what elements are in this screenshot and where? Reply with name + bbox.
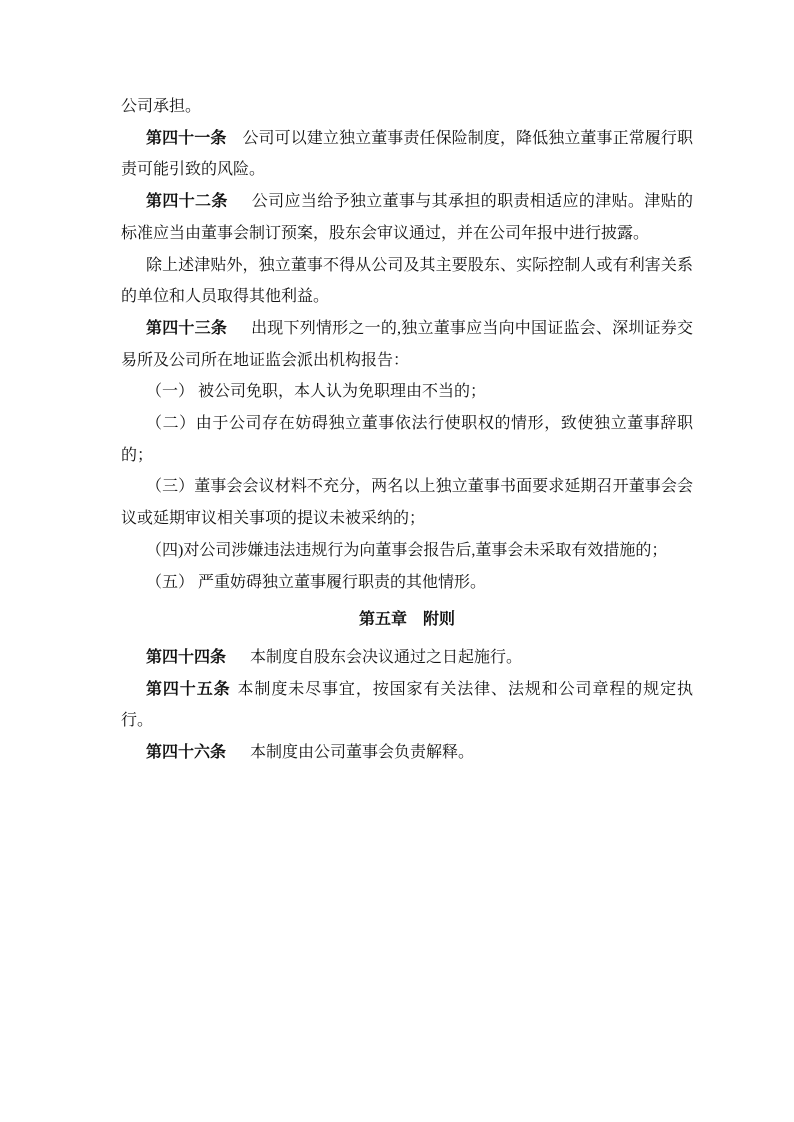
- article-42-number: 第四十二条: [146, 193, 228, 211]
- article-45-number: 第四十五条: [146, 680, 231, 698]
- document-body: [121, 91, 693, 769]
- article-42-text: 公司应当给予独立董事与其承担的职责相适应的津贴。津贴的标准应当由董事会制订预案，股东会审议通过，并在公司年报中进行披露。: [121, 193, 693, 242]
- article-45-text: 本制度未尽事宜，按国家有关法律、法规和公司章程的规定执行。: [121, 680, 693, 730]
- article-41-text: 公司可以建立独立董事责任保险制度，降低独立董事正常履行职责可能引致的风险。: [121, 129, 693, 179]
- list-item-5: （五） 严重妨碍独立董事履行职责的其他情形。: [146, 573, 487, 591]
- continuation-paragraph: 公司承担。: [121, 98, 202, 115]
- article-43: [121, 313, 693, 376]
- list-item-1: （一） 被公司免职，本人认为免职理由不当的；: [146, 383, 487, 401]
- article-43-text: 出现下列情形之一的,独立董事应当向中国证监会、深圳证券交易所及公司所在地证监会派出机构报告：: [121, 319, 693, 369]
- article-44-text: 本制度自股东会决议通过之日起施行。: [250, 648, 523, 666]
- list-item-2: （二）由于公司存在妨碍独立董事依法行使职权的情形，致使独立董事辞职的；: [121, 415, 693, 464]
- article-41: [121, 123, 693, 186]
- article-46: [121, 737, 693, 769]
- chapter-heading: 第五章 附则: [358, 611, 455, 629]
- article-45: [121, 674, 693, 737]
- article-42-paragraph-2: 除上述津贴外，独立董事不得从公司及其主要股东、实际控制人或有利害关系的单位和人员取得其他利益。: [121, 256, 693, 306]
- article-44: [121, 642, 693, 674]
- article-46-number: 第四十六条: [146, 744, 227, 762]
- article-41-number: 第四十一条: [146, 129, 227, 147]
- article-42: [121, 186, 693, 249]
- article-43-number: 第四十三条: [146, 319, 228, 337]
- list-item-4: （四)对公司涉嫌违法违规行为向董事会报告后,董事会未采取有效措施的；: [146, 541, 668, 559]
- list-item-3: （三）董事会会议材料不充分，两名以上独立董事书面要求延期召开董事会会议或延期审议相关事项的提议未被采纳的；: [121, 478, 693, 528]
- article-44-number: 第四十四条: [146, 648, 227, 666]
- article-46-text: 本制度由公司董事会负责解释。: [250, 744, 475, 762]
